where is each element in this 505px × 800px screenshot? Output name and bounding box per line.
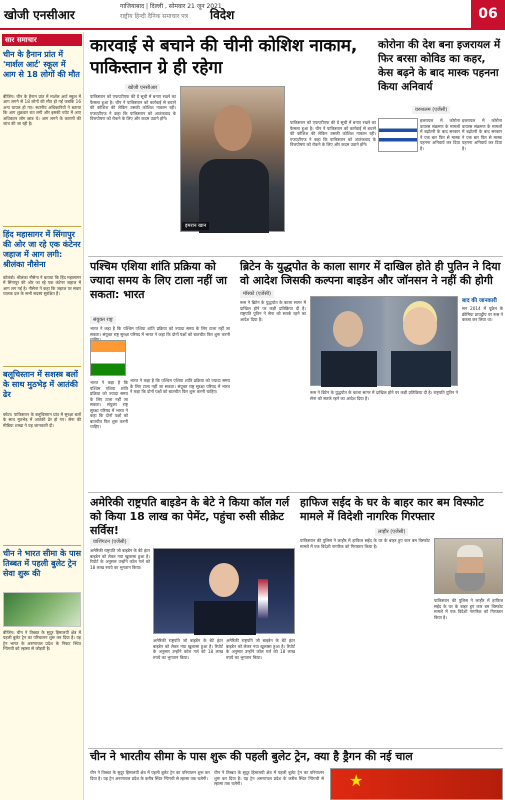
israel-byline: यरुशलम (एजेंसी) <box>412 106 450 114</box>
divider <box>88 492 503 493</box>
putin-face <box>333 311 363 347</box>
biden-headline: अमेरिकी राष्ट्रपति बाइडेन के बेटे ने किया कॉल गर्ल को किया 18 लाख का पेमेंट, पहुंचा रुसी सीक्रेट सर्विस! <box>90 496 290 537</box>
bullet-train-headline: चीन ने भारतीय सीमा के पास शुरू की पहली बुलेट ट्रेन, क्या है ड्रैगन की नई चाल <box>90 750 413 763</box>
hafiz-saeed-text-2: पाकिस्तान की पुलिस ने लाहौर में हाफिज सईद के घर के बाहर हुए कार बम विस्फोट मामले में एक विदेशी नागरिक को गिरफ्तार किया है। <box>434 598 503 620</box>
china-flag-image <box>330 768 503 800</box>
page-number: 06 <box>471 0 505 28</box>
brief-headline: चीन ने भारत सीमा के पास तिब्बत में पहली बुलेट ट्रेन सेवा शुरू की <box>3 549 81 578</box>
brief-headline: हिंद महासागर में सिंगापुर की ओर जा रहे एक कंटेनर जहाज में आग लगी: श्रीलंका नौसेना <box>3 230 81 269</box>
divider <box>3 366 81 367</box>
us-flag-detail <box>258 579 268 619</box>
related-text: सन 2014 में यूक्रेन के क्रीमिया प्रायद्वीप पर रूस ने कब्जा कर लिया था। <box>462 306 503 322</box>
bullet-train-text-2: चीन ने तिब्बत के सुदूर हिमालयी क्षेत्र में पहली बुलेट ट्रेन का परिचालन शुरू कर दिया है। यह ट्रेन अरुणाचल प्रदेश के करीब स्थित न्यिंगची से ल्हासा तक चलेगी। <box>214 770 324 786</box>
britain-russia-text-2: रूस ने ब्रिटेन के युद्धपोत के काला सागर में दाखिल होने पर कड़ी प्रतिक्रिया दी है। राष्ट्रपति पुतिन ने सेना को सतर्क रहने का आदेश दिया है। <box>310 390 458 401</box>
india-flag-image <box>90 340 126 376</box>
biden-text: अमेरिकी राष्ट्रपति जो बाइडेन के बेटे हंटर बाइडेन को लेकर नया खुलासा हुआ है। रिपोर्ट के अनुसार उन्होंने कॉल गर्ल को 18 लाख रुपये का भुगतान किया। <box>90 548 150 570</box>
main-headline: कारवाई से बचाने की चीनी कोशिश नाकाम, पाकिस्तान ग्रे ही रहेगा <box>90 36 358 78</box>
biden-suit <box>194 601 256 635</box>
hafiz-saeed-byline: लाहौर (एजेंसी) <box>375 528 408 536</box>
biden-text-3: अमेरिकी राष्ट्रपति जो बाइडेन के बेटे हंटर बाइडेन को लेकर नया खुलासा हुआ है। रिपोर्ट के अनुसार उन्होंने कॉल गर्ल को 18 लाख रुपये का भुगतान किया। <box>226 638 295 660</box>
biden-byline: वाशिंगटन (एजेंसी) <box>90 538 130 546</box>
britain-russia-byline: मॉस्को (एजेंसी) <box>240 290 274 298</box>
news-brief-tag: सार समाचार <box>2 34 82 46</box>
issue-date: गाजियाबाद | दिल्ली , सोमवार 21 जून 2021 <box>120 3 222 10</box>
israel-flag-image <box>378 118 418 152</box>
brief-text: बीजिंग। चीन के हैनान प्रांत में मार्शल आर्ट स्कूल में आग लगने से 18 लोगों की मौत हो गई जबकि 16 अन्य घायल हो गए। स्थानीय अधिकारियों ने बताया कि आग शुक्रवार रात लगी और इसकी चपेट में आए अधिकतर लोग छात्र थे। आग लगने के कारणों की जांच की जा रही है। <box>3 94 81 127</box>
main-article-text-2: पाकिस्तान को एफएटीएफ की ग्रे सूची में बनाए रखने का फैसला हुआ है। चीन ने पाकिस्तान को कार्रवाई से बचाने की कोशिश की लेकिन उसकी कोशिश नाकाम रही। एफएटीएफ ने कहा कि पाकिस्तान को आतंकवाद के वित्तपोषण को रोकने के लिए और कदम उठाने होंगे। <box>290 120 376 147</box>
bullet-train-text: चीन ने तिब्बत के सुदूर हिमालयी क्षेत्र में पहली बुलेट ट्रेन का परिचालन शुरू कर दिया है। यह ट्रेन अरुणाचल प्रदेश के करीब स्थित न्यिंगची से ल्हासा तक चलेगी। <box>90 770 210 781</box>
portrait-suit <box>199 159 269 233</box>
hafiz-saeed-text: पाकिस्तान की पुलिस ने लाहौर में हाफिज सईद के घर के बाहर हुए कार बम विस्फोट मामले में एक विदेशी नागरिक को गिरफ्तार किया है। <box>300 538 430 549</box>
britain-russia-headline: ब्रिटेन के युद्धपोत के काला सागर में दाखिल होते ही पुतिन ने दिया वो आदेश जिसकी कल्पना बाइडेन और जॉनसन ने नहीं की होगी <box>240 260 501 287</box>
portrait-face <box>214 105 252 151</box>
israel-text: इजरायल में कोरोना वायरस संक्रमण के मामलों में बढ़ोतरी के बाद सरकार ने एक बार फिर से मास्क पहनना अनिवार्य कर दिया है। <box>420 118 460 151</box>
masthead-subtitle: राष्ट्रीय हिन्दी दैनिक समाचार पत्र <box>120 13 188 20</box>
west-asia-text: भारत ने कहा है कि पश्चिम एशिया शांति प्रक्रिया को ज्यादा समय के लिए टाला नहीं जा सकता। संयुक्त राष्ट्र सुरक्षा परिषद में भारत ने कहा कि दोनों पक्षों को बातचीत फिर शुरू करनी <box>90 326 230 337</box>
train-thumbnail-image <box>3 592 81 627</box>
brief-headline: चीन के हैनान प्रांत में 'मार्शल आर्ट' स्कूल में आग से 18 लोगों की मौत <box>3 50 80 79</box>
divider <box>3 545 81 546</box>
beard <box>455 573 485 591</box>
west-asia-text-3: भारत ने कहा है कि पश्चिम एशिया शांति प्रक्रिया को ज्यादा समय के लिए टाला नहीं जा सकता। संयुक्त राष्ट्र सुरक्षा परिषद में भारत ने कहा कि दोनों पक्षों को बातचीत फिर शुरू करनी चाहिए। <box>90 380 128 429</box>
divider <box>88 256 503 257</box>
west-asia-headline: पश्चिम एशिया शांति प्रक्रिया को ज्यादा समय के लिए टाला नहीं जा सकता: भारत <box>90 260 227 301</box>
main-article-text: पाकिस्तान को एफएटीएफ की ग्रे सूची में बनाए रखने का फैसला हुआ है। चीन ने पाकिस्तान को कार्रवाई से बचाने की कोशिश की लेकिन उसकी कोशिश नाकाम रही। एफएटीएफ ने कहा कि पाकिस्तान को आतंकवाद के वित्तपोषण को रोकने के लिए और कदम उठाने होंगे। <box>90 94 176 121</box>
brief-headline: बलूचिस्तान में सशस्त्र बलों के साथ मुठभेड़ में आतंकी ढेर <box>3 370 78 399</box>
biden-text-2: अमेरिकी राष्ट्रपति जो बाइडेन के बेटे हंटर बाइडेन को लेकर नया खुलासा हुआ है। रिपोर्ट के अनुसार उन्होंने कॉल गर्ल को 18 लाख रुपये का भुगतान किया। <box>153 638 223 660</box>
johnson-suit <box>391 351 451 387</box>
putin-suit <box>321 351 377 387</box>
israel-text-2: इजरायल में कोरोना वायरस संक्रमण के मामलों में बढ़ोतरी के बाद सरकार ने एक बार फिर से मास्क पहनना अनिवार्य कर दिया है। <box>462 118 502 151</box>
imran-khan-photo <box>180 86 285 232</box>
biden-photo <box>153 548 295 634</box>
putin-johnson-photo <box>310 296 458 386</box>
section-title: विदेश <box>210 8 235 22</box>
divider <box>3 226 81 227</box>
hafiz-saeed-headline: हाफिज सईद के घर के बाहर कार बम विस्फोट मामले में विदेशी नागरिक गिरफ्तार <box>300 496 484 523</box>
main-byline: खोजी एनसीआर <box>125 84 160 92</box>
brief-text: क्वेटा। पाकिस्तान के बलूचिस्तान प्रांत में सुरक्षा बलों के साथ मुठभेड़ में आतंकी ढेर हो गए। सेना की मीडिया शाखा ने यह जानकारी दी। <box>3 412 81 428</box>
brief-text: कोलंबो। श्रीलंका नौसेना ने बताया कि हिंद महासागर में सिंगापुर की ओर जा रहे एक कंटेनर जहाज में आग लग गई है। नौसेना ने कहा कि जहाज पर सवार चालक दल के सभी सदस्य सुरक्षित हैं। <box>3 275 81 297</box>
west-asia-byline: संयुक्त राष्ट्र <box>90 316 116 324</box>
johnson-face <box>403 307 437 345</box>
hafiz-saeed-photo <box>434 538 503 594</box>
israel-headline: कोरोना की देश बना इजरायल में फिर बरसा कोविड का कहर, केस बढ़ने के बाद मास्क पहनना किया अनिवार्य <box>378 39 501 93</box>
britain-russia-text: रूस ने ब्रिटेन के युद्धपोत के काला सागर में दाखिल होने पर कड़ी प्रतिक्रिया दी है। राष्ट्रपति पुतिन ने सेना को सतर्क रहने का आदेश दिया है। <box>240 300 306 322</box>
related-head: बाद की जानकारी <box>462 298 497 304</box>
photo-caption: इमरान खान <box>182 222 209 230</box>
west-asia-text-2: भारत ने कहा है कि पश्चिम एशिया शांति प्रक्रिया को ज्यादा समय के लिए टाला नहीं जा सकता। संयुक्त राष्ट्र सुरक्षा परिषद में भारत ने कहा कि दोनों पक्षों को बातचीत फिर शुरू करनी चाहिए। <box>130 378 230 394</box>
biden-face <box>209 563 239 597</box>
star-icon: ★ <box>349 771 364 790</box>
brand-logo: खोजी एनसीआर <box>4 8 75 22</box>
masthead <box>0 0 505 30</box>
brief-text: बीजिंग। चीन ने तिब्बत के सुदूर हिमालयी क्षेत्र में पहली बुलेट ट्रेन का परिचालन शुरू कर दिया है। यह ट्रेन भारत के अरुणाचल प्रदेश के निकट स्थित न्यिंगची को ल्हासा से जोड़ती है। <box>3 630 81 652</box>
divider <box>88 748 503 749</box>
